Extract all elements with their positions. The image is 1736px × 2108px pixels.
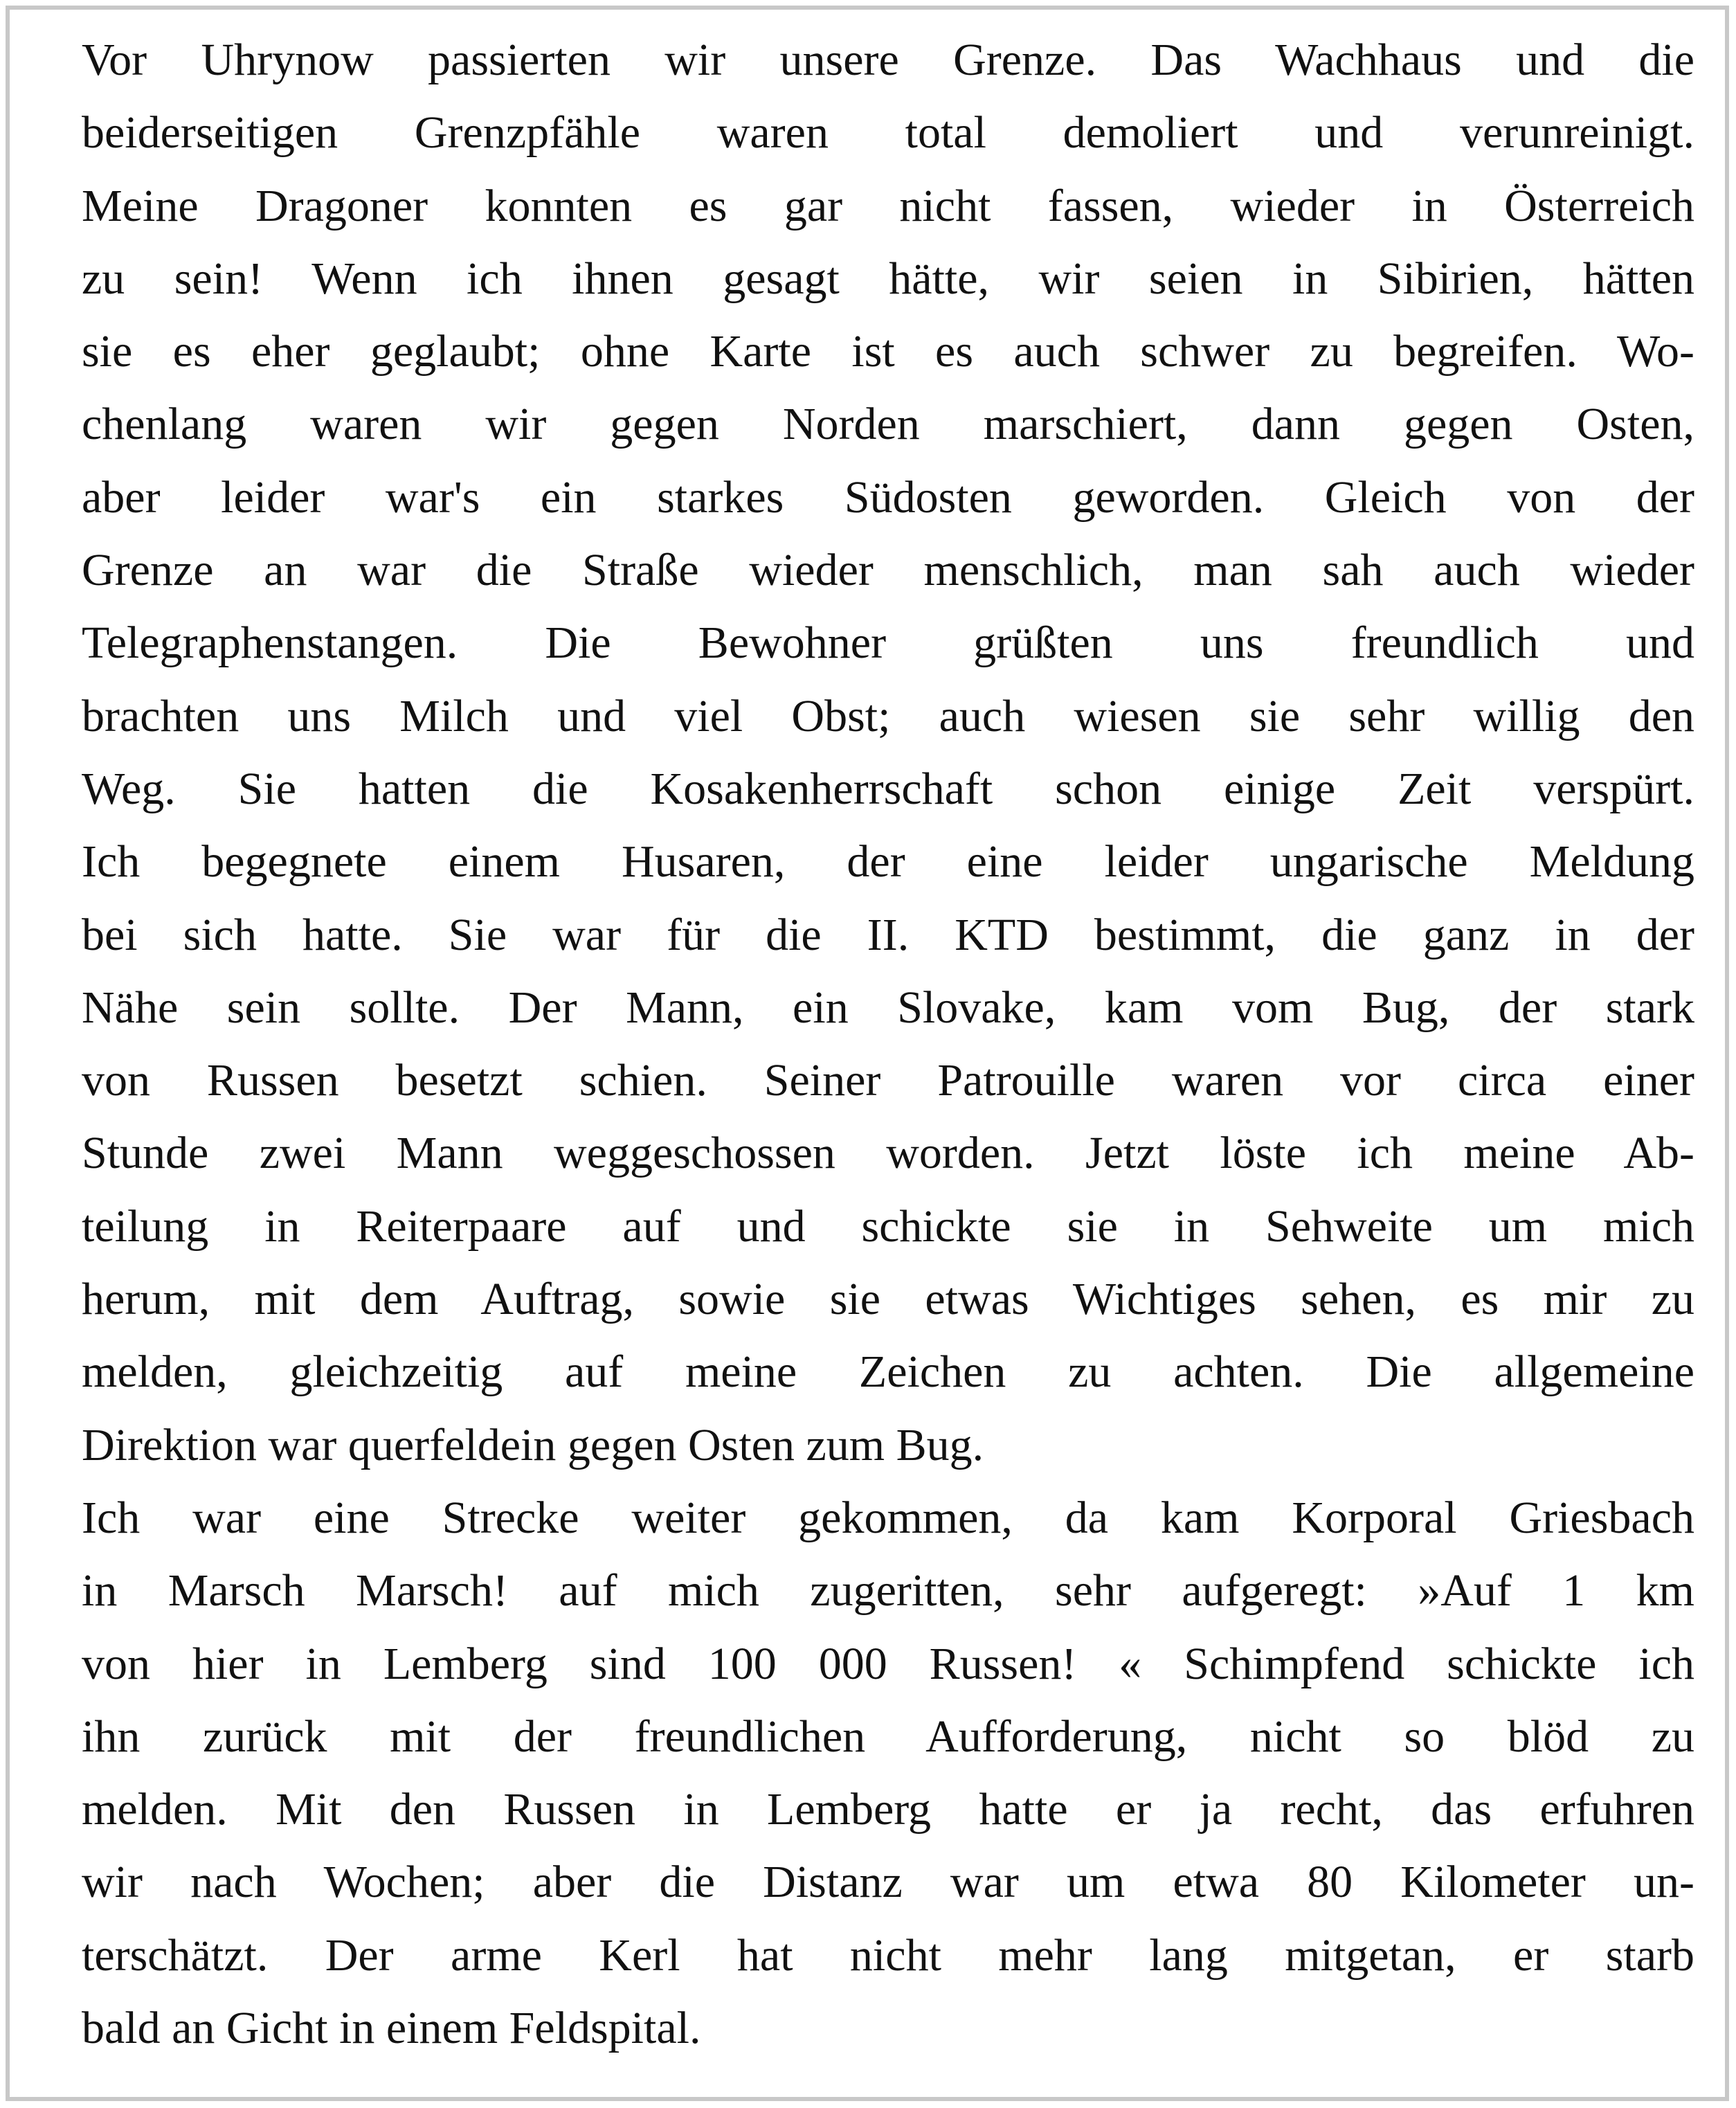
text-line: Meine Dragoner konnten es gar nicht fassen, wieder in Österreich <box>82 180 1694 231</box>
text-line: Weg. Sie hatten die Kosakenherrschaft schon einige Zeit verspürt. <box>82 763 1694 814</box>
text-line: brachten uns Milch und viel Obst; auch wiesen sie sehr willig den <box>82 690 1694 741</box>
text-line: melden. Mit den Russen in Lemberg hatte er ja recht, das erfuhren <box>82 1784 1694 1835</box>
text-block <box>82 24 1694 2064</box>
text-line: Vor Uhrynow passierten wir unsere Grenze. Das Wachhaus und die <box>82 35 1694 85</box>
text-line: herum, mit dem Auftrag, sowie sie etwas Wichtiges sehen, es mir zu <box>82 1274 1694 1325</box>
text-line: aber leider war's ein starkes Südosten geworden. Gleich von der <box>82 471 1694 523</box>
text-line: Ich war eine Strecke weiter gekommen, da kam Korporal Griesbach <box>82 1492 1694 1543</box>
text-line: zu sein! Wenn ich ihnen gesagt hätte, wir seien in Sibirien, hätten <box>82 253 1694 304</box>
page-frame <box>6 6 1729 2101</box>
text-line: teilung in Reiterpaare auf und schickte sie in Sehweite um mich <box>82 1200 1694 1252</box>
text-line: wir nach Wochen; aber die Distanz war um etwa 80 Kilometer un- <box>82 1857 1694 1908</box>
text-line: bald an Gicht in einem Feldspital. <box>82 2003 701 2054</box>
text-line: sie es eher geglaubt; ohne Karte ist es auch schwer zu begreifen. Wo- <box>82 326 1694 377</box>
text-line: melden, gleichzeitig auf meine Zeichen zu achten. Die allgemeine <box>82 1346 1694 1398</box>
text-line: chenlang waren wir gegen Norden marschiert, dann gegen Osten, <box>82 399 1694 450</box>
text-line: Nähe sein sollte. Der Mann, ein Slovake, kam vom Bug, der stark <box>82 982 1694 1033</box>
text-line: Ich begegnete einem Husaren, der eine leider ungarische Meldung <box>82 836 1694 888</box>
text-line: Stunde zwei Mann weggeschossen worden. Jetzt löste ich meine Ab- <box>82 1128 1694 1179</box>
text-line: von hier in Lemberg sind 100 000 Russen! « Schimpfend schickte ich <box>82 1638 1694 1689</box>
text-line: Telegraphenstangen. Die Bewohner grüßten uns freundlich und <box>82 618 1694 669</box>
text-line: terschätzt. Der arme Kerl hat nicht mehr lang mitgetan, er starb <box>82 1929 1694 1981</box>
text-line: in Marsch Marsch! auf mich zugeritten, sehr aufgeregt: »Auf 1 km <box>82 1565 1694 1616</box>
text-line: beiderseitigen Grenzpfähle waren total demoliert und verunreinigt. <box>82 107 1694 159</box>
text-line: bei sich hatte. Sie war für die II. KTD bestimmt, die ganz in der <box>82 909 1694 960</box>
text-line: ihn zurück mit der freundlichen Aufforderung, nicht so blöd zu <box>82 1711 1694 1762</box>
text-line: Grenze an war die Straße wieder menschlich, man sah auch wieder <box>82 545 1694 596</box>
text-line: von Russen besetzt schien. Seiner Patrouille waren vor circa einer <box>82 1055 1694 1106</box>
text-line: Direktion war querfeldein gegen Osten zum Bug. <box>82 1419 984 1470</box>
